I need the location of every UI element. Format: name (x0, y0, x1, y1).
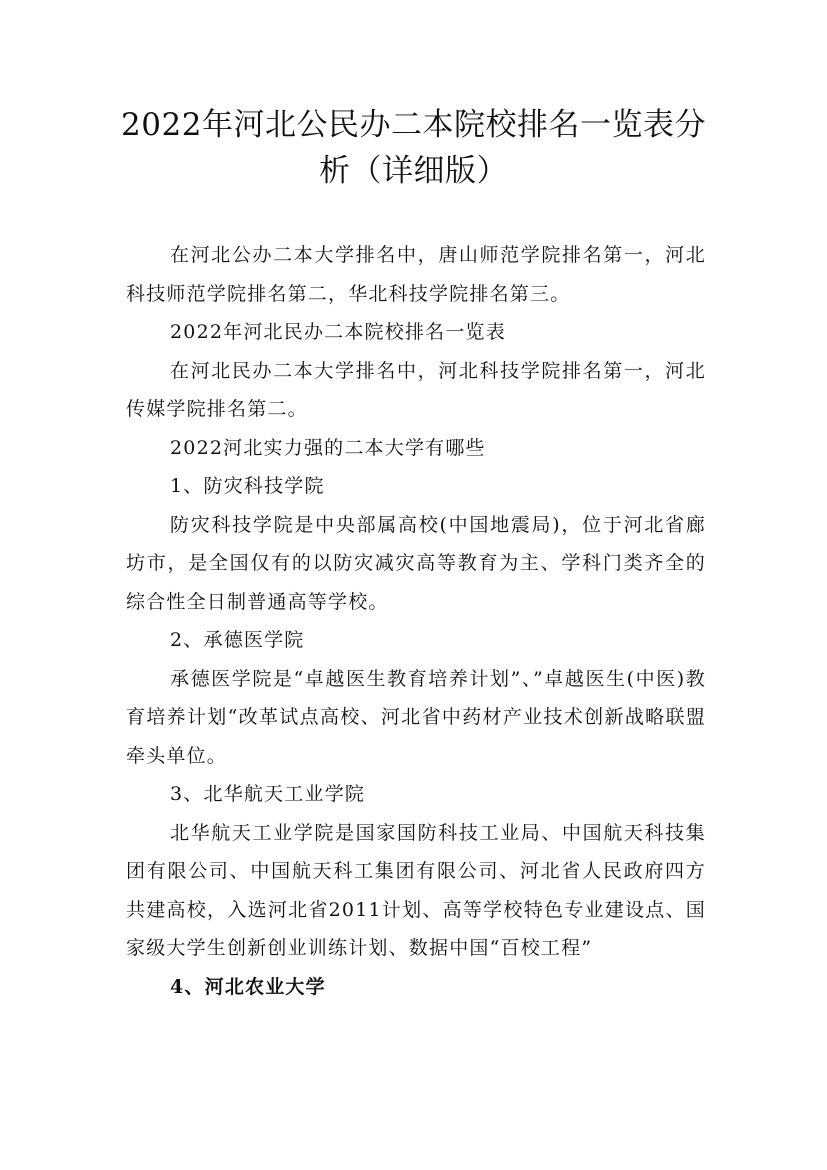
paragraph-private-ranking: 在河北民办二本大学排名中，河北科技学院排名第一，河北传媒学院排名第二。 (126, 359, 706, 420)
document-title: 2022年河北公民办二本院校排名一览表分析（详细版） (121, 107, 706, 189)
section-heading-4: 4、河北农业大学 (170, 975, 326, 998)
document-body (126, 236, 706, 1006)
paragraph-school-3: 北华航天工业学院是国家国防科技工业局、中国航天科技集团有限公司、中国航天科工集团有限公司、河北省人民政府四方共建高校，入选河北省2011计划、高等学校特色专业建设点、国家级大学生创新创业训练计划、数据中国“百校工程” (126, 821, 706, 959)
paragraph-public-ranking: 在河北公办二本大学排名中，唐山师范学院排名第一，河北科技师范学院排名第二，华北科技学院排名第三。 (126, 244, 706, 305)
paragraph-school-1: 防灾科技学院是中央部属高校(中国地震局)，位于河北省廊坊市，是全国仅有的以防灾减灾高等教育为主、学科门类齐全的综合性全日制普通高等学校。 (126, 513, 706, 613)
paragraph-private-list-heading: 2022年河北民办二本院校排名一览表 (170, 321, 506, 343)
section-heading-3: 3、北华航天工业学院 (170, 783, 366, 805)
paragraph-school-2: 承德医学院是“卓越医生教育培养计划”、”卓越医生(中医)教育培养计划“改革试点高校、河北省中药材产业技术创新战略联盟牵头单位。 (126, 667, 706, 767)
paragraph-strong-schools-heading: 2022河北实力强的二本大学有哪些 (170, 436, 486, 459)
section-heading-1: 1、防灾科技学院 (170, 475, 325, 497)
section-heading-2: 2、承德医学院 (170, 629, 305, 651)
